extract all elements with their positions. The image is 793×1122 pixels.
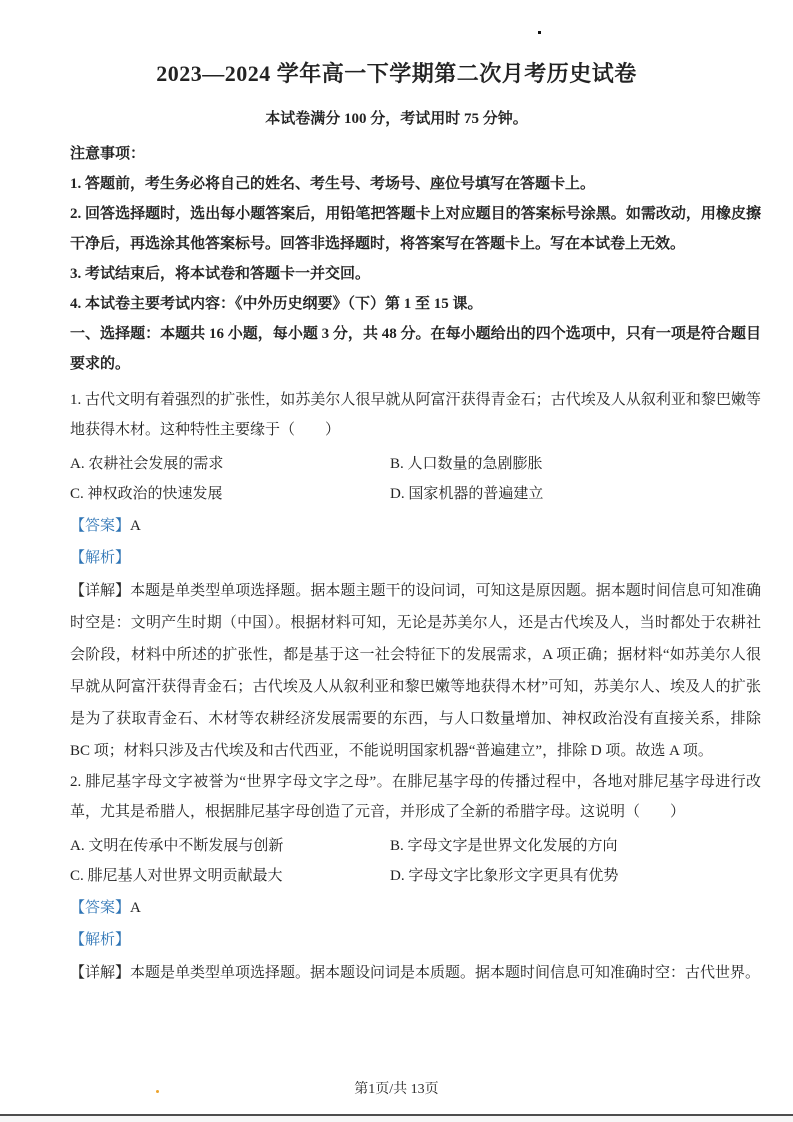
detail-paragraph: [70, 575, 761, 767]
option-d: D. 字母文字比象形文字更具有优势: [390, 868, 619, 884]
notice-item-4: 4. 本试卷主要考试内容：《中外历史纲要》（下）第 1 至 15 课。: [70, 296, 483, 312]
answer-label: 【答案】: [70, 900, 131, 916]
question-stem: 1. 古代文明有着强烈的扩张性，如苏美尔人很早就从阿富汗获得青金石；古代埃及人从叙利亚和黎巴嫩等地获得木材。这种特性主要缘于（ ）: [70, 392, 761, 438]
answer-line: [70, 511, 761, 541]
detail-label: 【详解】: [70, 965, 131, 981]
notice-item-2: 2. 回答选择题时，选出每小题答案后，用铅笔把答题卡上对应题目的答案标号涂黑。如需改动，用橡皮擦干净后，再选涂其他答案标号。回答非选择题时，将答案写在答题卡上。写在本试卷上无效。: [70, 206, 761, 252]
page-edge-margin: [0, 1116, 793, 1122]
stray-ink-mark-bottom: [156, 1090, 159, 1093]
document-body: [0, 139, 793, 989]
detail-text: 本题是单类型单项选择题。据本题主题干的设问词，可知这是原因题。据本题时间信息可知准确时空是：文明产生时期（中国）。根据材料可知，无论是苏美尔人，还是古代埃及人，当时都处于农耕社会阶段，材料中所述的扩张性，都是基于这一社会特征下的发展需求，A 项正确；据材料“如苏美尔人很早就从阿富汗获得青金石；古代埃及人从叙利亚和黎巴嫩等地获得木材”可知，苏美尔人、埃及人的扩张是为了获取青金石、木材等农耕经济发展需要的东西，与人口数量增加、神权政治没有直接关系，排除 BC 项；材料只涉及古代埃及和古代西亚，不能说明国家机器“普遍建立”，排除 D 项。故选 A 项。: [70, 583, 761, 759]
option-row: [70, 861, 761, 891]
page-title: 2023—2024 学年高一下学期第二次月考历史试卷: [156, 61, 637, 86]
option-group: [70, 449, 761, 509]
question-stem: 2. 腓尼基字母文字被誉为“世界字母文字之母”。在腓尼基字母的传播过程中，各地对腓尼基字母进行改革，尤其是希腊人，根据腓尼基字母创造了元音，并形成了全新的希腊字母。这说明（ ）: [70, 774, 761, 820]
page-number-footer: 第1页/共 13页: [354, 1082, 439, 1097]
option-a: A. 文明在传承中不断发展与创新: [70, 838, 284, 854]
notice-item-3: 3. 考试结束后，将本试卷和答题卡一并交回。: [70, 266, 371, 282]
answer-label: 【答案】: [70, 518, 131, 534]
answer-line: [70, 893, 761, 923]
option-group: [70, 831, 761, 891]
option-c: C. 神权政治的快速发展: [70, 486, 223, 502]
analysis-label: 【解析】: [70, 550, 131, 566]
analysis-line: [70, 925, 761, 955]
exam-subtitle: 本试卷满分 100 分，考试用时 75 分钟。: [265, 111, 528, 127]
option-d: D. 国家机器的普遍建立: [390, 486, 544, 502]
answer-value: A: [130, 900, 141, 916]
option-b: B. 人口数量的急剧膨胀: [390, 456, 543, 472]
answer-value: A: [130, 518, 141, 534]
notice-block: [70, 139, 761, 319]
analysis-line: [70, 543, 761, 573]
option-row: [70, 479, 761, 509]
analysis-label: 【解析】: [70, 932, 131, 948]
option-row: [70, 449, 761, 479]
detail-paragraph: [70, 957, 761, 989]
stray-ink-mark-top: [538, 31, 541, 34]
option-b: B. 字母文字是世界文化发展的方向: [390, 838, 618, 854]
option-a: A. 农耕社会发展的需求: [70, 456, 224, 472]
detail-label: 【详解】: [70, 583, 131, 599]
option-c: C. 腓尼基人对世界文明贡献最大: [70, 868, 283, 884]
detail-text: 本题是单类型单项选择题。据本题设问词是本质题。据本题时间信息可知准确时空：古代世界。: [130, 965, 761, 981]
notice-item-1: 1. 答题前，考生务必将自己的姓名、考生号、考场号、座位号填写在答题卡上。: [70, 176, 596, 192]
option-row: [70, 831, 761, 861]
question-block-2: [70, 767, 761, 989]
question-block-1: [70, 385, 761, 767]
notice-heading: 注意事项：: [70, 146, 146, 162]
section-heading-choice-questions: 一、选择题：本题共 16 小题，每小题 3 分，共 48 分。在每小题给出的四个选项中，只有一项是符合题目要求的。: [70, 326, 761, 372]
